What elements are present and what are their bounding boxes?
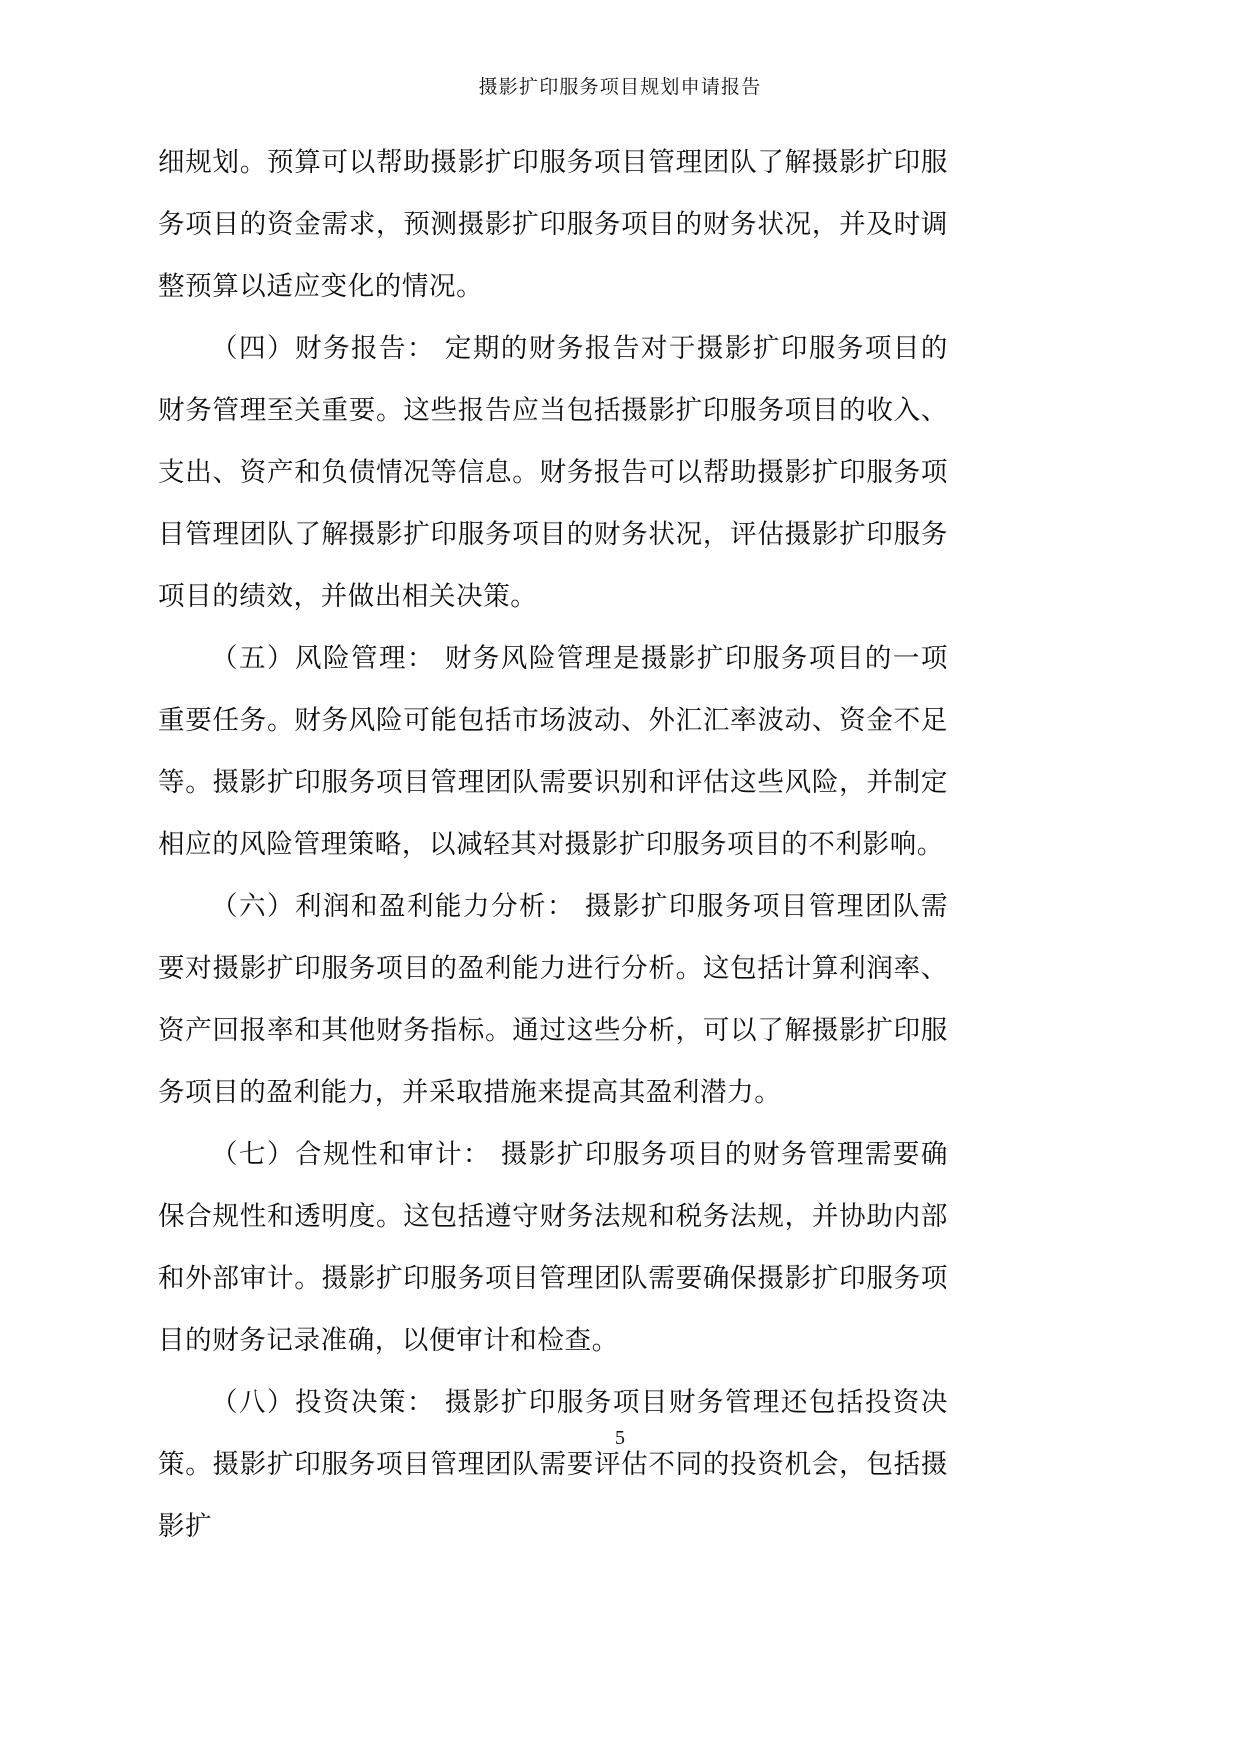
page-body [158,132,948,1558]
paragraph-budget-continued: 细规划。预算可以帮助摄影扩印服务项目管理团队了解摄影扩印服务项目的资金需求，预测摄影扩印服务项目的财务状况，并及时调整预算以适应变化的情况。 [158,147,948,302]
paragraph-financial-report: （四）财务报告： 定期的财务报告对于摄影扩印服务项目的财务管理至关重要。这些报告应当包括摄影扩印服务项目的收入、支出、资产和负债情况等信息。财务报告可以帮助摄影扩印服务项目管理团队了解摄影扩印服务项目的财务状况，评估摄影扩印服务项目的绩效，并做出相关决策。 [158,333,948,612]
paragraph-compliance-audit: （七）合规性和审计： 摄影扩印服务项目的财务管理需要确保合规性和透明度。这包括遵守财务法规和税务法规，并协助内部和外部审计。摄影扩印服务项目管理团队需要确保摄影扩印服务项目的财务记录准确，以便审计和检查。 [158,1139,948,1356]
page-number: 5 [615,1427,625,1449]
paragraph-profit-analysis: （六）利润和盈利能力分析： 摄影扩印服务项目管理团队需要对摄影扩印服务项目的盈利能力进行分析。这包括计算利润率、资产回报率和其他财务指标。通过这些分析，可以了解摄影扩印服务项目的盈利能力，并采取措施来提高其盈利潜力。 [158,891,948,1108]
paragraph-risk-management: （五）风险管理： 财务风险管理是摄影扩印服务项目的一项重要任务。财务风险可能包括市场波动、外汇汇率波动、资金不足等。摄影扩印服务项目管理团队需要识别和评估这些风险，并制定相应的风险管理策略，以减轻其对摄影扩印服务项目的不利影响。 [158,643,948,860]
page-header: 摄影扩印服务项目规划申请报告 [478,76,762,98]
paragraph-investment-decision: （八）投资决策： 摄影扩印服务项目财务管理还包括投资决策。摄影扩印服务项目管理团队需要评估不同的投资机会，包括摄影扩 [158,1387,948,1542]
